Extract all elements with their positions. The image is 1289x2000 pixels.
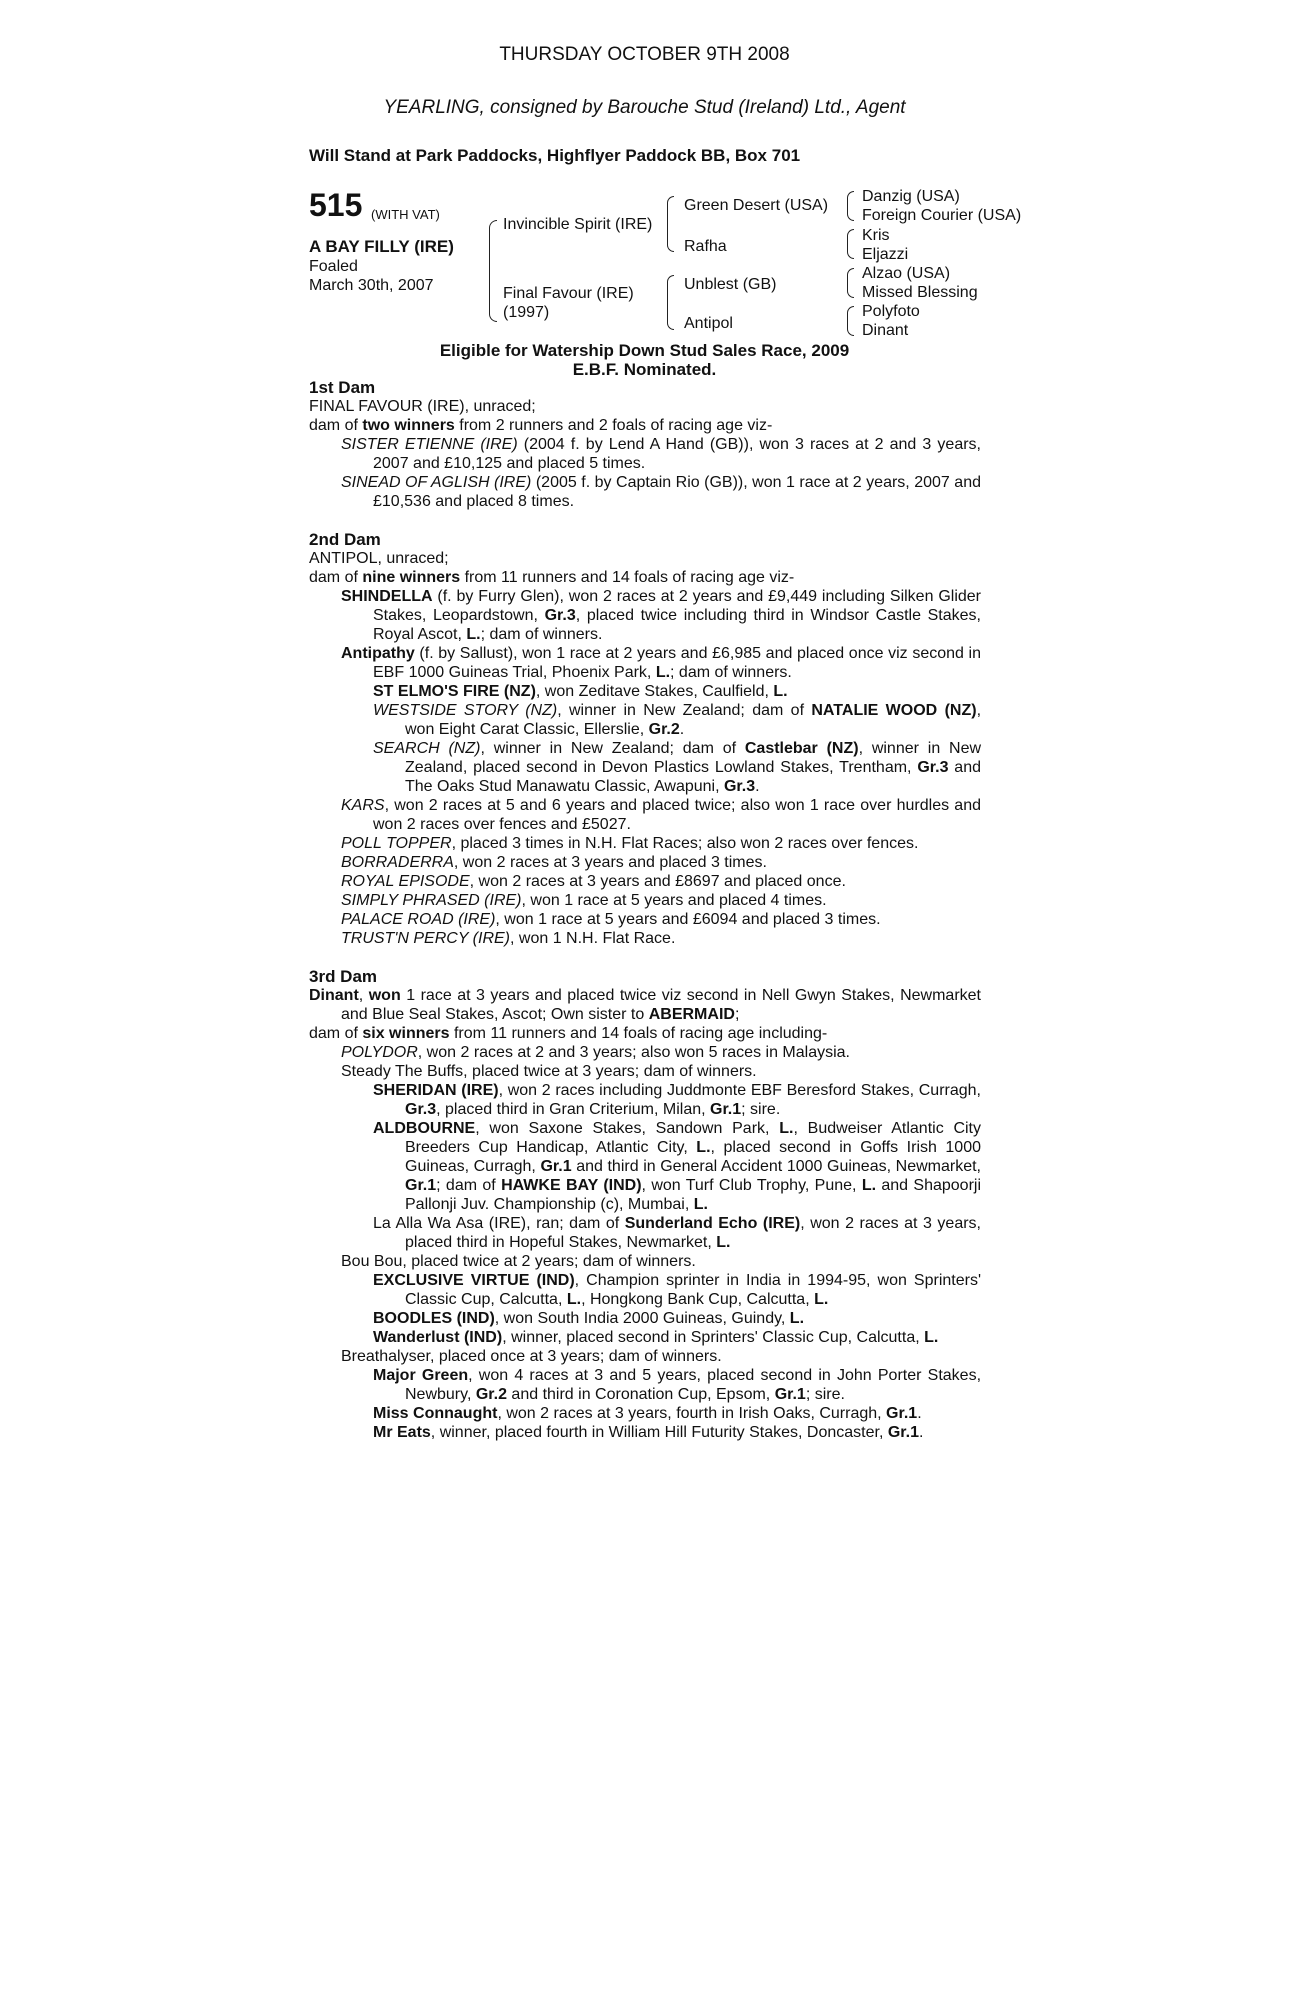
- produce-entry: Steady The Buffs, placed twice at 3 years; dam of winners.: [341, 1063, 757, 1080]
- produce-entry: Miss Connaught, won 2 races at 3 years, fourth in Irish Oaks, Curragh, Gr.1.: [373, 1405, 922, 1422]
- produce-entry: Wanderlust (IND), winner, placed second in Sprinters' Classic Cup, Calcutta, L.: [373, 1329, 939, 1346]
- produce-entry: KARS, won 2 races at 5 and 6 years and placed twice; also won 1 race over hurdles and won 2 races over fences and £5027.: [341, 797, 981, 833]
- eligibility-line: Eligible for Watership Down Stud Sales Race, 2009: [439, 341, 850, 360]
- produce-entry: BORRADERRA, won 2 races at 3 years and placed 3 times.: [341, 854, 767, 871]
- produce-entry: WESTSIDE STORY (NZ), winner in New Zealand; dam of NATALIE WOOD (NZ), won Eight Carat Classic, Ellerslie, Gr.2.: [373, 702, 982, 738]
- produce-entry: BOODLES (IND), won South India 2000 Guineas, Guindy, L.: [373, 1310, 805, 1327]
- pedigree-brace-gen2b: [667, 275, 674, 330]
- produce-entry: ROYAL EPISODE, won 2 races at 3 years and £8697 and placed once.: [341, 873, 846, 890]
- vat-note: (WITH VAT): [371, 207, 440, 222]
- produce-entry: Antipathy (f. by Sallust), won 1 race at 2 years and £6,985 and placed once viz second in EBF 1000 Guineas Trial, Phoenix Park, L.; dam of winners.: [341, 645, 981, 681]
- pedigree-sire-sire: Green Desert (USA): [684, 197, 829, 214]
- pedigree-sire-dam: Rafha: [684, 238, 727, 255]
- produce-entry: Bou Bou, placed twice at 2 years; dam of winners.: [341, 1253, 696, 1270]
- produce-entry: Mr Eats, winner, placed fourth in William Hill Futurity Stakes, Doncaster, Gr.1.: [373, 1424, 924, 1441]
- produce-entry: Breathalyser, placed once at 3 years; dam of winners.: [341, 1348, 722, 1365]
- produce-entry: EXCLUSIVE VIRTUE (IND), Champion sprinter in India in 1994-95, won Sprinters' Classic Cup, Calcutta, L., Hongkong Bank Cup, Calcutta, L.: [373, 1272, 981, 1308]
- produce-entry: PALACE ROAD (IRE), won 1 race at 5 years and £6094 and placed 3 times.: [341, 911, 881, 928]
- produce-entry: POLYDOR, won 2 races at 2 and 3 years; also won 5 races in Malaysia.: [341, 1044, 850, 1061]
- pedigree-body: [309, 378, 981, 1442]
- produce-entry: ALDBOURNE, won Saxone Stakes, Sandown Park, L., Budweiser Atlantic City Breeders Cup Handicap, Atlantic City, L., placed second in Goffs Irish 1000 Guineas, Curragh, Gr.1 and third in General Accident 1000 Guineas, Newmarket, Gr.1; dam of HAWKE BAY (IND), won Turf Club Trophy, Pune, L. and Shapoorji Pallonji Juv. Championship (c), Mumbai, L.: [373, 1120, 982, 1213]
- pedigree-ggs-4: Polyfoto: [862, 303, 920, 320]
- pedigree-dam-line1: Final Favour (IRE): [503, 285, 634, 302]
- sale-date: THURSDAY OCTOBER 9TH 2008: [499, 44, 790, 65]
- first-dam-line: FINAL FAVOUR (IRE), unraced;: [309, 398, 536, 415]
- pedigree-brace-gen3a: [847, 191, 854, 221]
- pedigree-brace-gen2a: [667, 196, 674, 252]
- pedigree-brace-gen3b: [847, 229, 854, 259]
- pedigree-ggd-2: Eljazzi: [862, 246, 909, 263]
- pedigree-ggs-3: Alzao (USA): [862, 265, 951, 282]
- pedigree-ggd-4: Dinant: [862, 322, 909, 339]
- pedigree-ggd-1: Foreign Courier (USA): [862, 207, 1022, 224]
- produce-entry: SEARCH (NZ), winner in New Zealand; dam of Castlebar (NZ), winner in New Zealand, placed second in Devon Plastics Lowland Stakes, Trentham, Gr.3 and The Oaks Stud Manawatu Classic, Awapuni, Gr.3.: [373, 740, 982, 795]
- produce-entry: TRUST'N PERCY (IRE), won 1 N.H. Flat Race.: [341, 930, 676, 947]
- produce-entry: SINEAD OF AGLISH (IRE) (2005 f. by Captain Rio (GB)), won 1 race at 2 years, 2007 and £10,536 and placed 8 times.: [341, 474, 982, 510]
- pedigree-dam-sire: Unblest (GB): [684, 276, 777, 293]
- second-dam-heading: 2nd Dam: [309, 530, 381, 549]
- produce-entry: SISTER ETIENNE (IRE) (2004 f. by Lend A Hand (GB)), won 3 races at 2 and 3 years, 2007 and £10,125 and placed 5 times.: [341, 436, 981, 472]
- consignment-line: YEARLING, consigned by Barouche Stud (Ireland) Ltd., Agent: [383, 97, 906, 118]
- pedigree-sire: Invincible Spirit (IRE): [503, 216, 653, 233]
- first-dam-summary: dam of two winners from 2 runners and 2 foals of racing age viz-: [309, 417, 773, 434]
- second-dam-line: ANTIPOL, unraced;: [309, 550, 449, 567]
- foaled-date: March 30th, 2007: [309, 277, 434, 294]
- foaled-label: Foaled: [309, 258, 358, 275]
- pedigree-dam-line2: (1997): [503, 304, 550, 321]
- produce-entry: SHINDELLA (f. by Furry Glen), won 2 races at 2 years and £9,449 including Silken Glider Stakes, Leopardstown, Gr.3, placed twice including third in Windsor Castle Stakes, Royal Ascot, L.; dam of winners.: [341, 588, 981, 643]
- pedigree-ggs-2: Kris: [862, 227, 890, 244]
- produce-entry: ST ELMO'S FIRE (NZ), won Zeditave Stakes, Caulfield, L.: [373, 683, 788, 700]
- pedigree-dam-dam: Antipol: [684, 315, 733, 332]
- third-dam-line: Dinant, won 1 race at 3 years and placed twice viz second in Nell Gwyn Stakes, Newmarket and Blue Seal Stakes, Ascot; Own sister to ABERMAID;: [309, 987, 981, 1023]
- pedigree-ggd-3: Missed Blessing: [862, 284, 978, 301]
- produce-entry: La Alla Wa Asa (IRE), ran; dam of Sunderland Echo (IRE), won 2 races at 3 years, placed third in Hopeful Stakes, Newmarket, L.: [373, 1215, 982, 1251]
- third-dam-summary: dam of six winners from 11 runners and 14 foals of racing age including-: [309, 1025, 828, 1042]
- third-dam-heading: 3rd Dam: [309, 967, 378, 986]
- stand-location: Will Stand at Park Paddocks, Highflyer Paddock BB, Box 701: [309, 146, 801, 165]
- produce-entry: SIMPLY PHRASED (IRE), won 1 race at 5 years and placed 4 times.: [341, 892, 827, 909]
- ebf-line: E.B.F. Nominated.: [572, 360, 717, 379]
- pedigree-brace-gen3c: [847, 268, 854, 298]
- produce-entry: Major Green, won 4 races at 3 and 5 years, placed second in John Porter Stakes, Newbury, Gr.2 and third in Coronation Cup, Epsom, Gr.1; sire.: [373, 1367, 982, 1403]
- pedigree-brace-gen1: [489, 220, 497, 322]
- lot-name: A BAY FILLY (IRE): [309, 237, 454, 256]
- pedigree-brace-gen3d: [847, 306, 854, 336]
- first-dam-heading: 1st Dam: [309, 378, 376, 397]
- produce-entry: POLL TOPPER, placed 3 times in N.H. Flat Races; also won 2 races over fences.: [341, 835, 919, 852]
- lot-number: 515: [309, 187, 363, 223]
- produce-entry: SHERIDAN (IRE), won 2 races including Juddmonte EBF Beresford Stakes, Curragh, Gr.3, placed third in Gran Criterium, Milan, Gr.1; sire.: [373, 1082, 981, 1118]
- pedigree-ggs-1: Danzig (USA): [862, 188, 960, 205]
- second-dam-summary: dam of nine winners from 11 runners and 14 foals of racing age viz-: [309, 569, 795, 586]
